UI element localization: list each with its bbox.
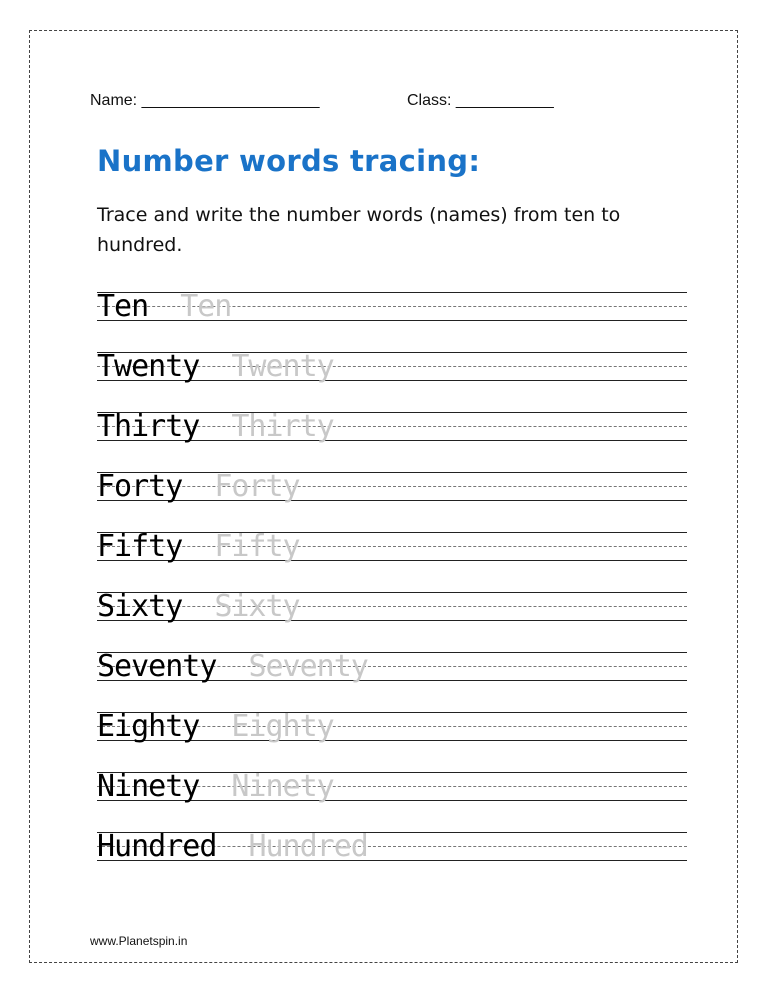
trace-word: Twenty	[231, 349, 334, 384]
tracing-row	[97, 529, 687, 572]
trace-word: Eighty	[231, 709, 334, 744]
model-word: Fifty	[97, 529, 183, 564]
dashed-midline	[97, 486, 687, 487]
trace-word: Thirty	[231, 409, 334, 444]
tracing-row	[97, 469, 687, 512]
tracing-row	[97, 349, 687, 392]
model-word: Hundred	[97, 829, 217, 864]
trace-word: Sixty	[214, 589, 300, 624]
model-word: Forty	[97, 469, 183, 504]
model-word: Twenty	[97, 349, 200, 384]
dashed-midline	[97, 606, 687, 607]
base-line	[97, 560, 687, 561]
tracing-row	[97, 709, 687, 752]
dashed-midline	[97, 546, 687, 547]
model-word: Eighty	[97, 709, 200, 744]
tracing-row	[97, 769, 687, 812]
model-word: Seventy	[97, 649, 217, 684]
top-line	[97, 532, 687, 533]
model-word: Ninety	[97, 769, 200, 804]
tracing-row	[97, 409, 687, 452]
trace-word: Ninety	[231, 769, 334, 804]
footer-website: www.Planetspin.in	[90, 934, 188, 948]
top-line	[97, 592, 687, 593]
instructions: Trace and write the number words (names) from ten to hundred.	[97, 204, 621, 256]
trace-word: Hundred	[248, 829, 368, 864]
class-field-label: Class: ___________	[407, 92, 554, 109]
top-line	[97, 472, 687, 473]
base-line	[97, 620, 687, 621]
trace-word: Ten	[180, 289, 232, 324]
base-line	[97, 500, 687, 501]
model-word: Ten	[97, 289, 149, 324]
trace-word: Forty	[214, 469, 300, 504]
model-word: Thirty	[97, 409, 200, 444]
trace-word: Fifty	[214, 529, 300, 564]
tracing-row	[97, 829, 687, 872]
name-field-label: Name: ____________________	[90, 92, 320, 109]
model-word: Sixty	[97, 589, 183, 624]
tracing-row	[97, 649, 687, 692]
tracing-row	[97, 589, 687, 632]
trace-word: Seventy	[248, 649, 368, 684]
worksheet-title: Number words tracing:	[97, 144, 481, 178]
tracing-row	[97, 289, 687, 332]
